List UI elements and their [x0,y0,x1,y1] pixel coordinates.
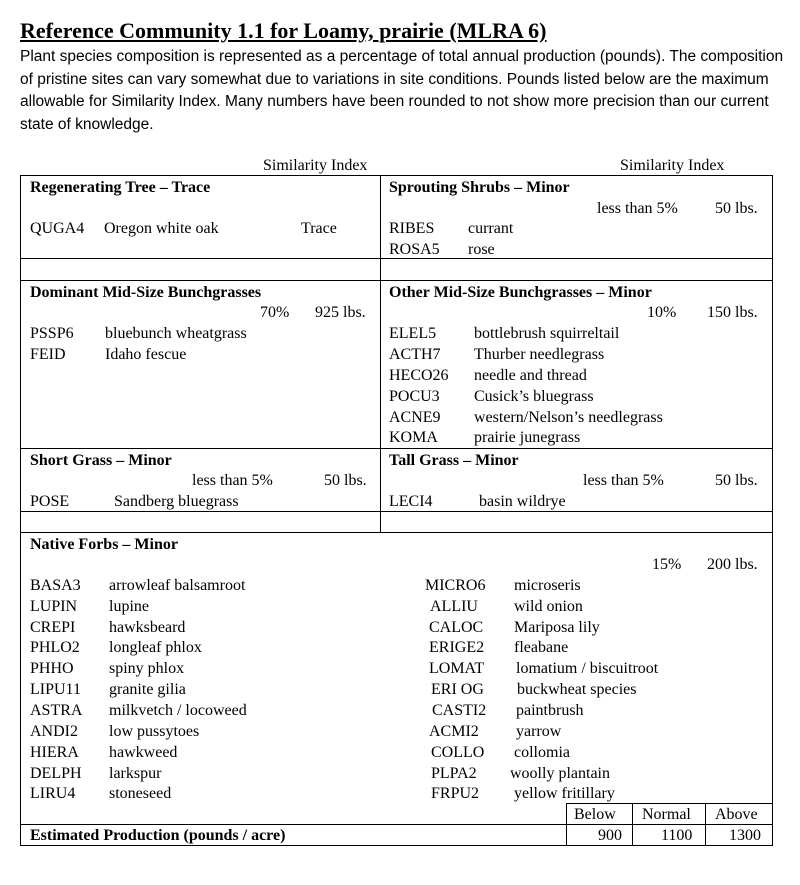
group-pounds: 200 lbs. [707,556,758,573]
species-name: basin wildrye [479,493,566,510]
production-label: Estimated Production (pounds / acre) [30,827,286,844]
species-code: PLPA2 [431,765,477,782]
species-name: Thurber needlegrass [474,346,605,363]
species-name: larkspur [109,765,162,782]
group-pounds: 925 lbs. [315,304,366,321]
species-code: LECI4 [389,493,433,510]
species-code: LIPU11 [30,681,81,698]
species-name: bluebunch wheatgrass [105,325,247,342]
species-name: spiny phlox [109,660,185,677]
group-heading: Native Forbs – Minor [30,536,178,553]
species-code: FEID [30,346,66,363]
species-code: POCU3 [389,388,440,405]
species-code: ANDI2 [30,723,78,740]
group-pounds: 50 lbs. [715,200,758,217]
production-value-normal: 1100 [661,827,693,844]
species-code: ACTH7 [389,346,441,363]
species-code: ACNE9 [389,409,441,426]
production-header-below: Below [574,806,616,823]
species-name: hawksbeard [109,619,186,636]
group-percent: less than 5% [192,472,273,489]
species-name: milkvetch / locoweed [109,702,247,719]
species-code: FRPU2 [431,785,480,802]
species-name: lomatium / biscuitroot [516,660,659,677]
species-code: LIRU4 [30,785,76,802]
species-name: western/Nelson’s needlegrass [474,409,663,426]
production-value-above: 1300 [729,827,761,844]
group-percent: 15% [652,556,682,573]
species-code: ERIGE2 [429,639,485,656]
species-code: ROSA5 [389,241,440,258]
group-heading: Dominant Mid-Size Bunchgrasses [30,284,262,301]
species-name: Idaho fescue [105,346,187,363]
species-code: DELPH [30,765,82,782]
similarity-index-label-right: Similarity Index [620,157,725,174]
species-name: collomia [514,744,570,761]
species-name: Mariposa lily [514,619,600,636]
species-code: ELEL5 [389,325,437,342]
species-name: Oregon white oak [104,220,219,237]
species-name: hawkweed [109,744,178,761]
species-code: CASTI2 [432,702,487,719]
species-name: lupine [109,598,149,615]
species-code: HECO26 [389,367,449,384]
species-code: ERI OG [431,681,484,698]
species-code: ASTRA [30,702,83,719]
species-name: currant [468,220,514,237]
group-percent: 10% [647,304,677,321]
production-header-above: Above [715,806,758,823]
species-name: prairie junegrass [474,429,581,446]
species-code: HIERA [30,744,79,761]
species-name: wild onion [514,598,583,615]
species-name: yellow fritillary [514,785,615,802]
similarity-index-label-left: Similarity Index [263,157,368,174]
group-pounds: 50 lbs. [324,472,367,489]
group-heading: Regenerating Tree – Trace [30,179,211,196]
species-name: yarrow [516,723,562,740]
species-code: KOMA [389,429,438,446]
species-code: RIBES [389,220,435,237]
species-name: microseris [514,577,581,594]
group-pounds: 150 lbs. [707,304,758,321]
species-code: QUGA4 [30,220,85,237]
species-code: CALOC [429,619,484,636]
group-pounds: 50 lbs. [715,472,758,489]
species-name: rose [468,241,495,258]
group-heading: Short Grass – Minor [30,452,172,469]
species-code: COLLO [431,744,485,761]
species-code: PHLO2 [30,639,80,656]
page-title: Reference Community 1.1 for Loamy, prairie (MLRA 6) [20,18,547,43]
species-code: POSE [30,493,70,510]
species-name: needle and thread [474,367,587,384]
species-name: longleaf phlox [109,639,202,656]
production-value-below: 900 [598,827,622,844]
species-code: PSSP6 [30,325,74,342]
species-name: Sandberg bluegrass [114,493,239,510]
species-code: MICRO6 [425,577,486,594]
group-heading: Other Mid-Size Bunchgrasses – Minor [389,284,652,301]
species-code: CREPI [30,619,76,636]
species-amount: Trace [301,220,337,237]
group-heading: Tall Grass – Minor [389,452,519,469]
intro-paragraph: Plant species composition is represented as a percentage of total annual production (pounds). The composition of pristine sites can vary somewhat due to variations in site conditions. Pounds listed below are the maximum allowable for Similarity Index. Many numbers have been rounded to not show more precision than our current state of knowledge. [20,48,784,133]
species-name: woolly plantain [510,765,610,782]
species-name: stoneseed [109,785,172,802]
species-name: paintbrush [516,702,584,719]
group-percent: less than 5% [583,472,664,489]
species-code: LOMAT [429,660,485,677]
species-code: ALLIU [430,598,478,615]
group-percent: 70% [260,304,290,321]
species-code: BASA3 [30,577,81,594]
species-name: buckwheat species [517,681,637,698]
species-name: Cusick’s bluegrass [474,388,594,405]
species-name: granite gilia [109,681,186,698]
species-name: bottlebrush squirreltail [474,325,620,342]
species-name: fleabane [514,639,569,656]
species-name: low pussytoes [109,723,200,740]
species-code: LUPIN [30,598,78,615]
group-heading: Sprouting Shrubs – Minor [389,179,570,196]
species-code: PHHO [30,660,74,677]
species-code: ACMI2 [429,723,479,740]
species-name: arrowleaf balsamroot [109,577,246,594]
group-percent: less than 5% [597,200,678,217]
production-header-normal: Normal [642,806,691,823]
